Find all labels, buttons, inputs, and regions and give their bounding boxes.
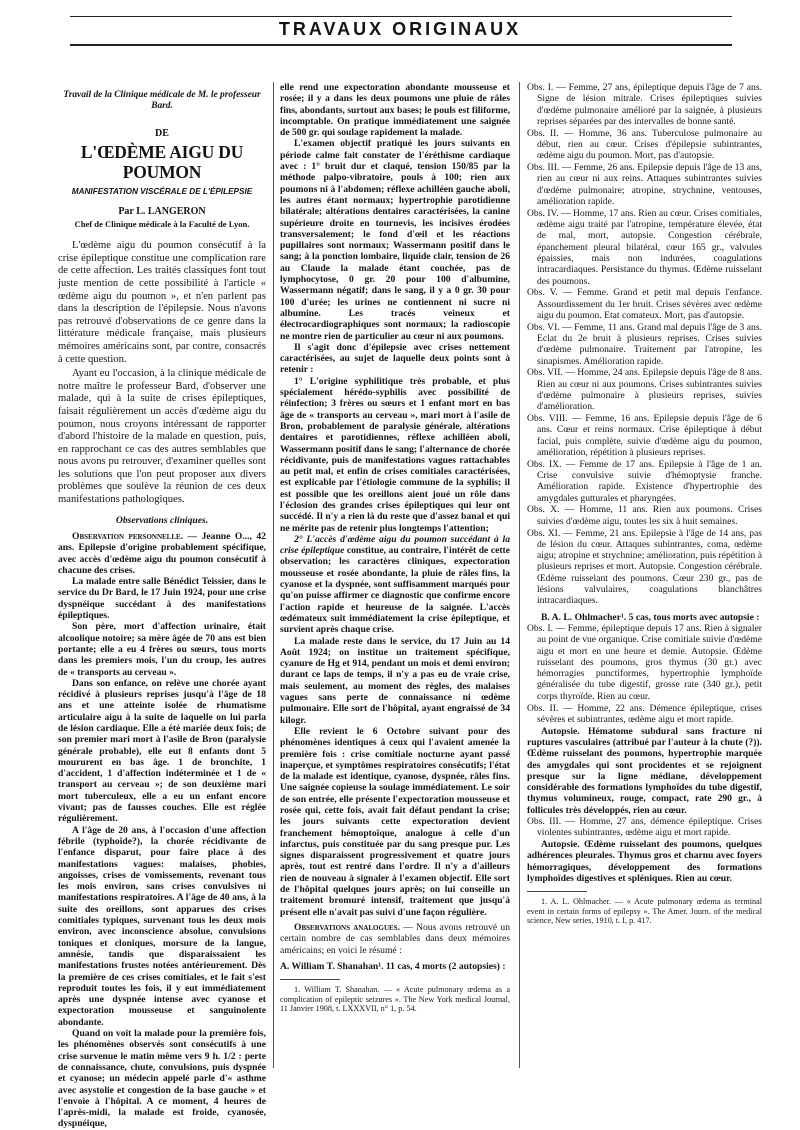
observation-item: Obs. VIII. — Femme, 16 ans. Epilepsie depuis l'âge de 6 ans. Cœur et reins normaux. Crise épileptique à début facial, puis complète, suivie d'œdème aigu du poumon, amélioration, répétition à plusieurs reprises.: [527, 413, 762, 458]
observation-item: Obs. VII. — Homme, 24 ans. Epilepsie depuis l'âge de 8 ans. Rien au cœur ni aux poumons. Crises subintrantes suivies d'œdème pulmonaire à plusieurs reprises, suivies d'amélioration.: [527, 367, 762, 413]
observation-item: Obs. II. — Homme, 36 ans. Tuberculose pulmonaire au début, rien au cœur. Crises d'épilepsie subintrantes, œdème aigu du poumon. Mort, pas d'autopsie.: [527, 127, 762, 162]
article-title: L'ŒDÈME AIGU DU POUMON: [80, 142, 244, 183]
observation-item: Obs. IV. — Homme, 17 ans. Rien au cœur. Crises comitiales, œdème aigu traité par l'atropine, température élevée, état de mal, mort, autopsie. Congestion cérébrale, épanchement pleural bilatéral, cœur 165 gr., valvules épaissies, mais non indurées, coagulations intracardiaques. Persistance du thymus. Œdème ruisselant des poumons.: [527, 207, 762, 287]
analogous-intro: — Nous avons retrouvé un certain nombre de cas semblables dans deux mémoires américains; en voici le résumé :: [280, 921, 510, 956]
observation-item: Obs. V. — Femme. Grand et petit mal depuis l'enfance. Assourdissement du 1er bruit. Crises sévères avec œdème aigu du poumon. Etat comateux. Mort, pas d'autopsie.: [527, 287, 762, 321]
article-subtitle: MANIFESTATION VISCÉRALE DE L'ÉPILEPSIE: [71, 187, 253, 197]
observation-item: Obs. II. — Homme, 22 ans. Démence épileptique, crises sévères et subintrantes, œdème aigu et mort rapide.: [527, 702, 762, 725]
footnote: 1. William T. Shanahan. — « Acute pulmonary œdema as a complication of epileptic seizures ». The New York medical Journal, 11 Janvier 1908, t. LXXXVII, n° 1, p. 54.: [280, 985, 510, 1014]
section-title: TRAVAUX ORIGINAUX: [278, 19, 522, 39]
title-prefix: DE: [155, 128, 169, 139]
observation-paragraph: Il s'agit donc d'épilepsie avec crises nettement caractérisées, au sujet de laquelle deux points sont à retenir :: [280, 341, 510, 376]
observation-paragraph: constitue, au contraire, l'intérêt de cette observation; les caractères cliniques, expectoration mousseuse et rosée abondante, la pluie de râles fins, la cyanose et la dyspnée, sont suffisamment marqués pour qu'on puisse affirmer ce diagnostic que confirme encore l'action rapide et heureuse de la saignée. L'accès œdémateux suit immédiatement la crise épileptique, et survient après chaque crise.: [280, 545, 510, 636]
observation-item: Obs. XI. — Femme, 21 ans. Epilepsie à l'âge de 14 ans, pas de lésion du cœur. Attaques subintrantes, coma, œdème aigu; atropine et strychnine; amélioration, puis répétition à plusieurs reprises et mort. Autopsie. Congestion cérébrale. Œdème ruisselant des poumons. Cœur 230 gr., pas de lésions valvulaires, coagulations blanchâtres intracardiaques.: [527, 527, 762, 607]
observation-paragraph: Dans son enfance, on relève une chorée ayant récidivé à plusieurs reprises jusqu'à l'âge de 18 ans et une atteinte isolée de rhumatisme articulaire aigu à la suite de laquelle on lui parla de lésion cardiaque. Elle a été mariée deux fois; de son premier mari mort à l'asile de Bron (paralysie générale probable), elle eut 8 enfants dont 5 moururent en bas âge. 1 de bronchite, 1 d'accident, 1 d'affection indéterminée et 1 de « transport au cerveau »; de son deuxième mari mort tuberculeux, elle a eu un enfant encore vivant; pas de fausses couches. Elle est réglée régulièrement.: [58, 677, 266, 825]
column-divider-1: [273, 82, 274, 1068]
observation-list-a: [527, 82, 762, 607]
analogous-label: Observations analogues.: [294, 921, 400, 933]
observation-paragraph: L'examen objectif pratiqué les jours suivants en période calme fait constater de l'éréthisme cardiaque avec : 1° bruit dur et claqué, tension 150/85 par la méthode palpo-vibratoire, pouls à 100; rien aux poumons ni à l'abdomen; réflexe achilléen gauche aboli, les autres étant normaux; hypertrophie parotidienne bilatérale; altérations dentaires caractérisées, la canine supérieure droite en tournevis, les incisives érodées transversalement; le fond d'œil et les réactions pupillaires sont normaux; Wassermann positif dans le sang; à la ponction lombaire, liquide clair, tension de 26 au Claude la malade étant couchée, pas de lymphocytose, 0 gr. 20 pour 100 d'albumine, Wassermann négatif; dans le sang, il y a 0 gr. 30 pour 100 d'urée; les urines ne contiennent ni sucre ni albumine. Les tracés veineux et électrocardiographiques sont normaux; la radioscopie ne montre rien de particulier au cœur ni aux poumons.: [280, 138, 510, 342]
observation-paragraph: La malade reste dans le service, du 17 Juin au 14 Août 1924; on institue un traitement spécifique, cyanure de Hg et 914, pendant un mois et demi environ; durant ce laps de temps, il n'y a pas eu de vraie crise, mais seulement, au moment des règles, des malaises vagues sans perte de connaissance ni œdème pulmonaire. Elle sort de l'hôpital, ayant engraissé de 34 kilogr.: [280, 635, 510, 726]
column-middle: [280, 82, 510, 1014]
observation-paragraph: A l'âge de 20 ans, à l'occasion d'une affection fébrile (typhoïde?), la chorée récidivante de l'enfance disparut, pour faire place à des manifestations vagues: malaises, phobies, angoisses, crises de vomissements, revenant tous les mois environ, sans crises convulsives ni manifestations respiratoires. A l'âge de 40 ans, à la suite des oreillons, sont apparues des crises comitiales typiques, survenant tous les deux mois environ, avec inconscience absolue, convulsions toniques et cloniques, morsure de la langue, amnésie, tandis que disparaissaient les manifestations frustes notées antérieurement. Dès la première de ces crises comitiales, et le fait s'est reproduit toutes les fois, il y eut immédiatement après une dyspnée intense avec cyanose et expectoration mousseuse et sanguinolente abondante.: [58, 824, 266, 1028]
observation-paragraph: 1° L'origine syphilitique très probable, et plus spécialement hérédo-syphilis avec possibilité de réinfection; 3 frères ou sœurs et 1 enfant mort en bas âge de « transports au cerveau », mari mort à l'asile de Bron, probablement de paralysie générale, altérations dentaires et parotidiennes, réflexe achilléen aboli, Wassermann positif dans le sang; l'alternance de chorée récidivante, puis de manifestations vagues rattachables au petit mal, et enfin de crises comitiales caractérisées, est explicable par l'étiologie commune de la syphilis; il est possible que les oreillons aient joué un rôle dans l'éclosion des grandes crises épileptiques qui leur ont succédé. Il n'y a rien là du reste que d'assez banal et qui ne mérite pas de retenir plus longtemps l'attention;: [280, 375, 510, 534]
footnote-rule: [527, 891, 587, 892]
section-heading: Observations cliniques.: [115, 514, 209, 526]
observation-item: Obs. X. — Homme, 11 ans. Rien aux poumons. Crises suivies d'œdème aigu, toutes les six à huit semaines.: [527, 504, 762, 527]
footnote: 1. A. L. Ohlmacher. — « Acute pulmonary œdema as terminal event in certain forms of epilepsy ». The Amer. Journ. of the medical science, New series, 1910, t. I, p. 417.: [527, 897, 762, 926]
observation-paragraph: Elle revient le 6 Octobre suivant pour des phénomènes identiques à ceux qui l'avaient amenée la première fois : crise comitiale nocturne ayant passé inaperçue, et symptômes respiratoires consécutifs; l'état de la malade est identique, cyanose, dyspnée, râles fins. Une saignée copieuse la soulage immédiatement. Le soir de son entrée, elle présente l'expectoration mousseuse et rosée qui, cette fois, avait fait défaut pendant la crise; les jours suivants cette expectoration devient franchement hémoptoïque, analogue à celle d'un infarctus, puis constituée par du sang presque pur. Les signes disparaissent progressivement et quatre jours après, tout est rentré dans l'ordre. Il n'y a d'ailleurs rien de nouveau à signaler à l'examen objectif. Elle sort de l'hôpital quelques jours après; on lui conseille un traitement bromuré intensif, traitement que jusqu'à présent elle n'avait pas suivi d'une façon régulière.: [280, 725, 510, 918]
observation-paragraph: elle rend une expectoration abondante mousseuse et rosée; il y a dans les deux poumons une pluie de râles fins, abondants, surtout aux bases; le pouls est filiforme, incomptable. On pratique immédiatement une saignée de 500 gr. qui soulage rapidement la malade.: [280, 82, 510, 139]
column-divider-2: [519, 82, 520, 1068]
column-left: [58, 82, 266, 1130]
author: Par L. LANGERON: [118, 205, 206, 217]
observation-paragraph: Quand on voit la malade pour la première fois, les phénomènes observés sont consécutifs à une crise survenue le matin même vers 9 h. 1/2 : perte de connaissance, chute, convulsions, puis dyspnée et cyanose; un médecin appelé parle d'« asthme avec asystolie et congestion de la base gauche » et l'envoie à l'hôpital. A ce moment, 4 heures de l'après-midi, la malade est froide, cyanosée, dyspnéique,: [58, 1028, 266, 1130]
observation-summary: — Jeanne O..., 42 ans. Epilepsie d'origine probablement spécifique, avec accès d'œdème aigu du poumon consécutif à chacune des crises.: [58, 530, 266, 576]
autopsy-paragraph: Autopsie. Hématome subdural sans fracture ni ruptures vasculaires (attribué par l'auteur à la chute (?)). Œdème ruisselant des poumons, hypertrophie marquée des amygdales qui sont procidentes et se rejoignent presque sur la ligne médiane, développement considérable des formations lymphoïdes du tube digestif, thymus volumineux, rouge, compact, rate 290 gr., à follicules très développés, rien au cœur.: [527, 725, 762, 816]
author-affiliation: Chef de Clinique médicale à la Faculté de Lyon.: [74, 218, 250, 229]
observation-paragraph: La malade entre salle Bénédict Teissier, dans le service du Dr Bard, le 17 Juin 1924, pour une crise dyspnéique succédant à des manifestations épileptiques.: [58, 576, 266, 622]
page-header: [0, 14, 800, 64]
observation-item: Obs. I. — Femme, 27 ans, épileptique depuis l'âge de 7 ans. Signe de lésion mitrale. Crises épileptiques suivies d'œdème pulmonaire amélioré par la saignée, à plusieurs reprises séparées par des intervalles de bonne santé.: [527, 82, 762, 127]
observation-paragraph: Son père, mort d'affection urinaire, était alcoolique notoire; sa mère âgée de 70 ans est bien portante; elle a eu 4 frères ou sœurs, tous morts dans les premiers mois, l'un du croup, les autres de « transports au cerveau ».: [58, 621, 266, 678]
observation-item: Obs. IX. — Femme de 17 ans. Epilepsie à l'âge de 1 an. Crise convulsive suivie d'hémoptysie franche. Amélioration rapide. Existence d'hypertrophie des amygdales gutturales et pharyngées.: [527, 458, 762, 504]
observation-label: Observation personnelle.: [72, 530, 184, 542]
intro-paragraph: L'œdème aigu du poumon consécutif à la crise épileptique constitue une complication rare de cette affection. Les traités classiques font tout juste mention de cette possibilité à l'article « œdème aigu du poumon », et n'en parlent pas dans la description de l'épilepsie. Nous n'avons pas retrouvé d'observations de ce genre dans la littérature médicale française, mais plusieurs mémoires américains sont, par contre, consacrés à cette question.: [58, 240, 266, 365]
observation-list-b: [527, 623, 762, 725]
case-heading: B. A. L. Ohlmacher¹. 5 cas, tous morts avec autopsie :: [541, 611, 760, 623]
column-right: [527, 82, 762, 926]
observation-item: Obs. III. — Femme, 26 ans. Epilepsie depuis l'âge de 13 ans, rien au cœur ni aux reins. Attaques subintrantes suivies d'œdème pulmonaire; atropine, strychnine, ventouses, amélioration rapide.: [527, 162, 762, 207]
clinic-credit: Travail de la Clinique médicale de M. le professeur Bard.: [63, 90, 261, 111]
observation-item: Obs. I. — Femme, épileptique depuis 17 ans. Rien à signaler au point de vue organique. Crise comitiale suivie d'œdème aigu et mort en une heure et demie. Autopsie. Œdème ruisselant des poumons, gros thymus (30 gr.) avec hémorragies punctiformes, hypertrophie lymphoïde généralisée du tube digestif, grosse rate (340 gr.), petit corps thyroïde. Rien au cœur.: [527, 622, 762, 702]
observation-item: Obs. III. — Homme, 27 ans, démence épileptique. Crises violentes subintrantes, œdème aigu et mort rapide.: [527, 816, 762, 839]
observation-item: Obs. VI. — Femme, 11 ans. Grand mal depuis l'âge de 3 ans. Eclat du 2e bruit à plusieurs reprises. Crises suivies d'œdème pulmonaire. Traitement par l'atropine, les sinapismes. Amélioration rapide.: [527, 321, 762, 367]
case-heading: A. William T. Shanahan¹. 11 cas, 4 morts (2 autopsies) :: [280, 960, 506, 972]
header-bottom-rule: [70, 44, 732, 46]
emphasis-text: 2° L'accès d'œdème aigu du poumon succédant à la crise épileptique: [280, 533, 510, 557]
autopsy-paragraph: Autopsie. Œdème ruisselant des poumons, quelques adhérences pleurales. Thymus gros et charnu avec foyers hémorragiques, développement des formations lymphoïdes digestives et spléniques. Rien au cœur.: [527, 839, 762, 884]
footnote-rule: [280, 979, 340, 980]
intro-paragraph: Ayant eu l'occasion, à la clinique médicale de notre maître le professeur Bard, d'observer une malade, qui à la suite de crises épileptiques, faisait régulièrement un accès d'œdème aigu du poumon, nous croyons intéressant de rapporter d'abord l'histoire de la malade en question, puis, en rapprochant ce cas des autres semblables que nous avons pu retrouver, d'examiner quelles sont les solutions que l'on peut proposer aux divers problèmes que soulève la réunion de ces deux manifestations pathologiques.: [58, 368, 266, 506]
